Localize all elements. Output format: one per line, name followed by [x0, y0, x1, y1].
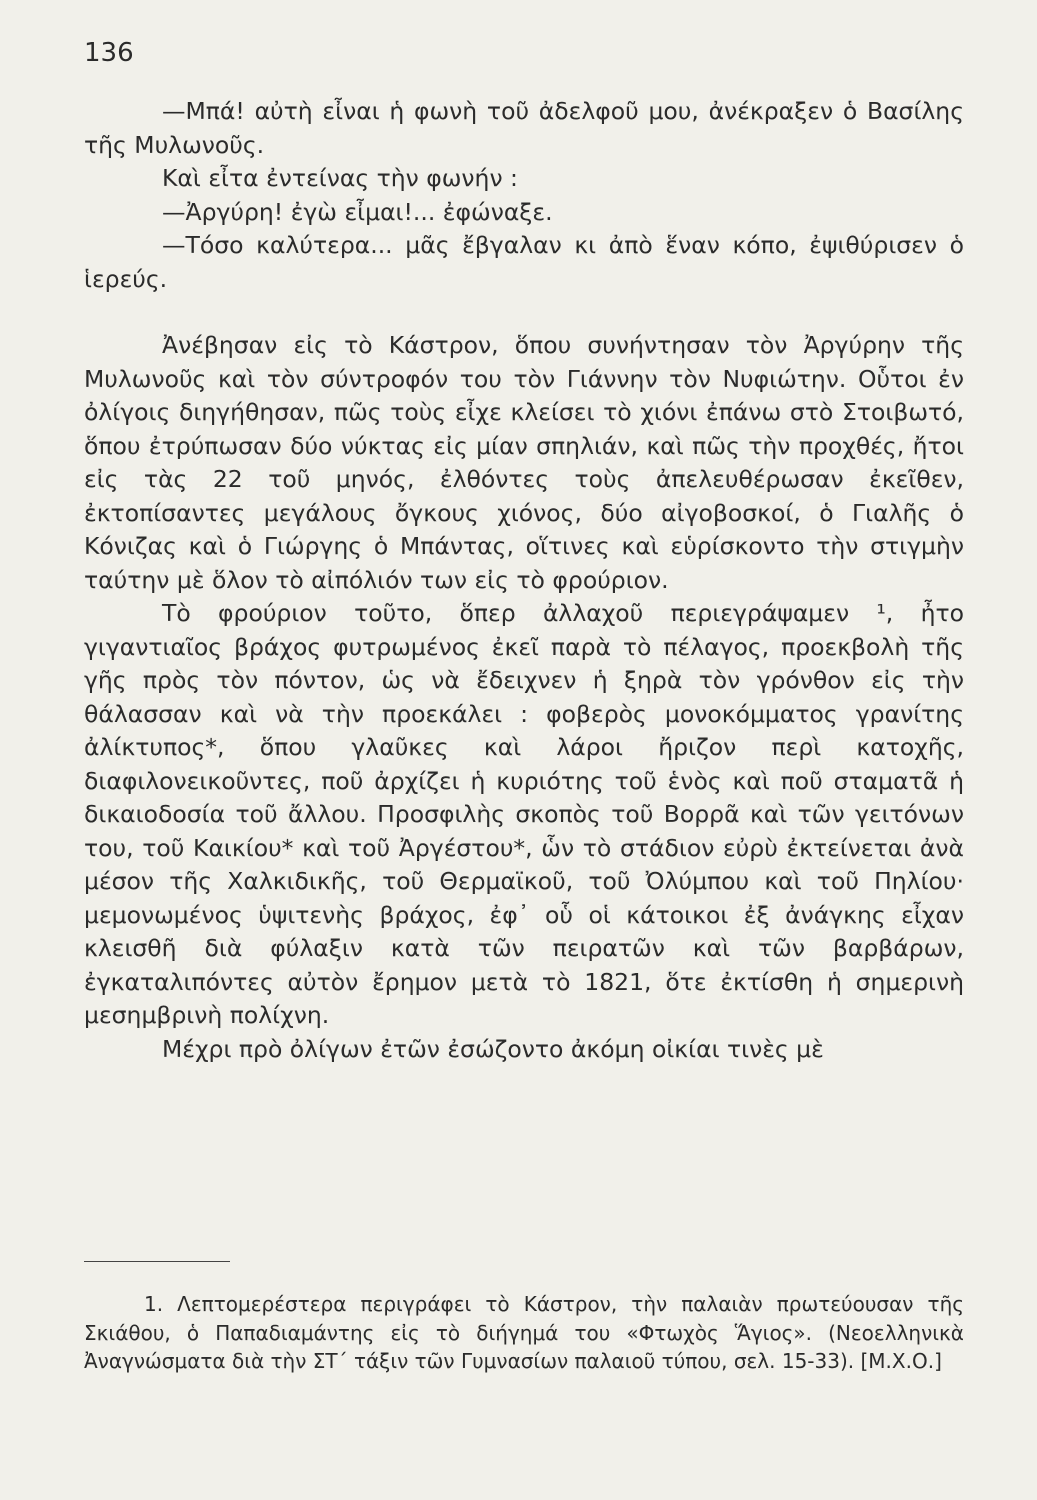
page-number: 136	[84, 38, 134, 68]
footnote	[84, 1290, 964, 1376]
footnote-text: 1. Λεπτομερέστερα περιγράφει τὸ Κάστρον, τὴν παλαιὰν πρωτεύουσαν τῆς Σκιάθου, ὁ Παπαδιαμάντης εἰς τὸ διήγημά του «Φτωχὸς Ἅγιος». (Νεοελληνικὰ Ἀναγνώσματα διὰ τὴν ΣΤ΄ τάξιν τῶν Γυμνασίων παλαιοῦ τύπου, σελ. 15-33). [Μ.Χ.Ο.]	[84, 1292, 964, 1373]
paragraph-fortress-description: Τὸ φρούριον τοῦτο, ὅπερ ἀλλαχοῦ περιεγράψαμεν ¹, ἦτο γιγαντιαῖος βράχος φυτρωμένος ἐκεῖ παρὰ τὸ πέλαγος, προεκβολὴ τῆς γῆς πρὸς τὸν πόντον, ὡς νὰ ἔδειχνεν ἡ ξηρὰ τὸν γρόνθον εἰς τὴν θάλασσαν καὶ νὰ τὴν προεκάλει : φοβερὸς μονοκόμματος γρανίτης ἀλίκτυπος*, ὅπου γλαῦκες καὶ λάροι ἤριζον περὶ κατοχῆς, διαφιλονεικοῦντες, ποῦ ἀρχίζει ἡ κυριότης τοῦ ἑνὸς καὶ ποῦ σταματᾶ ἡ δικαιοδοσία τοῦ ἄλλου. Προσφιλὴς σκοπὸς τοῦ Βορρᾶ καὶ τῶν γειτόνων του, τοῦ Καικίου* καὶ τοῦ Ἀργέστου*, ὧν τὸ στάδιον εὐρὺ ἐκτείνεται ἀνὰ μέσον τῆς Χαλκιδικῆς, τοῦ Θερμαϊκοῦ, τοῦ Ὀλύμπου καὶ τοῦ Πηλίου· μεμονωμένος ὑψιτενὴς βράχος, ἐφ᾿ οὗ οἱ κάτοικοι ἐξ ἀνάγκης εἶχαν κλεισθῆ διὰ φύλαξιν κατὰ τῶν πειρατῶν καὶ τῶν βαρβάρων, ἐγκαταλιπόντες αὐτὸν ἔρημον μετὰ τὸ 1821, ὅτε ἐκτίσθη ἡ σημερινὴ μεσημβρινὴ πολίχνη.	[84, 599, 964, 1029]
paragraph-dialogue-2: —Ἀργύρη! ἐγὼ εἶμαι!... ἐφώναξε.	[162, 197, 553, 226]
body-text	[84, 95, 964, 1066]
paragraph-narration-1: Καὶ εἶτα ἐντείνας τὴν φωνήν :	[162, 164, 518, 192]
paragraph-houses: Μέχρι πρὸ ὀλίγων ἐτῶν ἐσώζοντο ἀκόμη οἰκίαι τινὲς μὲ	[162, 1034, 824, 1063]
paragraph-dialogue-1: —Μπά! αὐτὴ εἶναι ἡ φωνὴ τοῦ ἀδελφοῦ μου, ἀνέκραξεν ὁ Βασίλης τῆς Μυλωνοῦς.	[84, 97, 964, 159]
footnote-divider	[84, 1261, 230, 1262]
paragraph-dialogue-3: —Τόσο καλύτερα... μᾶς ἔβγαλαν κι ἀπὸ ἕναν κόπο, ἐψιθύρισεν ὁ ἱερεύς.	[84, 231, 964, 293]
paragraph-castle-arrival: Ἀνέβησαν εἰς τὸ Κάστρον, ὅπου συνήντησαν τὸν Ἀργύρην τῆς Μυλωνοῦς καὶ τὸν σύντροφόν του τὸν Γιάννην τὸν Νυφιώτην. Οὗτοι ἐν ὀλίγοις διηγήθησαν, πῶς τοὺς εἶχε κλείσει τὸ χιόνι ἐπάνω στὸ Στοιβωτό, ὅπου ἐτρύπωσαν δύο νύκτας εἰς μίαν σπηλιάν, καὶ πῶς τὴν προχθές, ἤτοι εἰς τὰς 22 τοῦ μηνός, ἐλθόντες τοὺς ἀπελευθέρωσαν ἐκεῖθεν, ἐκτοπίσαντες μεγάλους ὄγκους χιόνος, δύο αἰγοβοσκοί, ὁ Γιαλῆς ὁ Κόνιζας καὶ ὁ Γιώργης ὁ Μπάντας, οἵτινες καὶ εὑρίσκοντο τὴν στιγμὴν ταύτην μὲ ὅλον τὸ αἰπόλιόν των εἰς τὸ φρούριον.	[84, 331, 964, 594]
